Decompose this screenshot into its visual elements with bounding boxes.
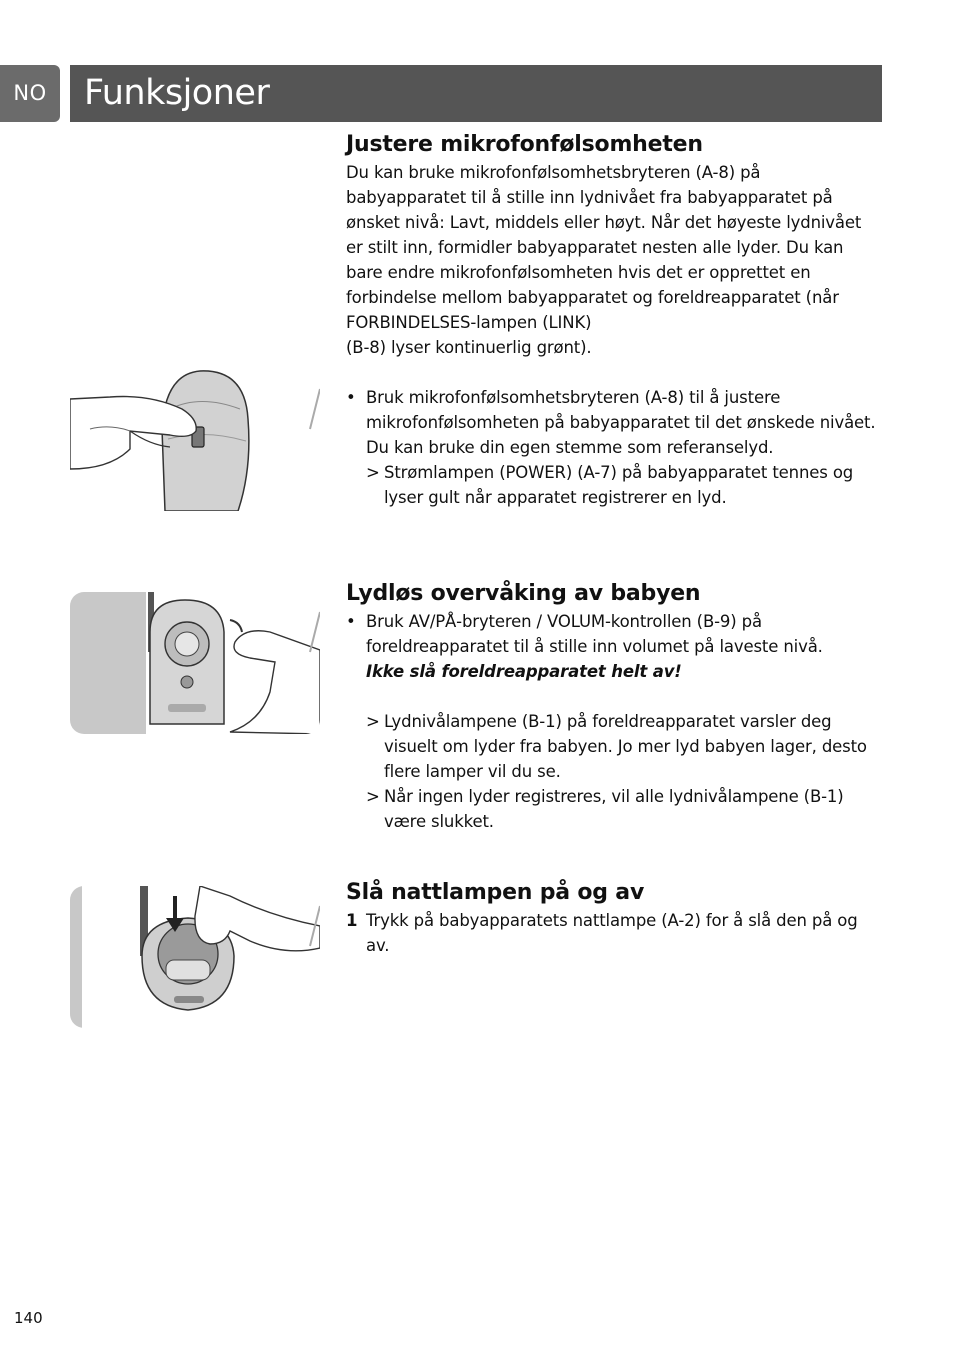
paragraph-line: er stilt inn, formidler babyapparatet nesten alle lyder. Du kan	[346, 238, 844, 257]
result-item: > Strømlampen (POWER) (A-7) på babyapparatet tennes og	[346, 460, 886, 485]
paragraph-line: FORBINDELSES-lampen (LINK)	[346, 313, 592, 332]
result-item-line: flere lamper vil du se.	[384, 762, 561, 781]
result-item-line: lyser gult når apparatet registrerer en lyd.	[384, 488, 727, 507]
result-item: > Lydnivålampene (B-1) på foreldreapparatet varsler deg	[346, 709, 886, 734]
result-marker: >	[366, 712, 380, 731]
paragraph-line: babyapparatet til å stille inn lydnivået fra babyapparatet på	[346, 188, 833, 207]
bullet-item-line: Du kan bruke din egen stemme som referanselyd.	[366, 438, 774, 457]
step-item: 1 Trykk på babyapparatets nattlampe (A-2) for å slå den på og	[346, 908, 886, 933]
paragraph-line: ønsket nivå: Lavt, middels eller høyt. Når det høyeste lydnivået	[346, 213, 862, 232]
page-title: Funksjoner	[84, 73, 270, 113]
step-number: 1	[346, 911, 358, 930]
section-silent-monitoring	[346, 579, 886, 834]
result-item-line: visuelt om lyder fra babyen. Jo mer lyd babyen lager, desto	[384, 737, 867, 756]
bullet-item: • Bruk mikrofonfølsomhetsbryteren (A-8) til å justere	[346, 385, 886, 410]
illustration-microphone-switch	[70, 369, 320, 511]
illustration-parent-unit-volume	[70, 592, 320, 734]
paragraph-line: forbindelse mellom babyapparatet og foreldreapparatet (når	[346, 288, 839, 307]
section-heading: Slå nattlampen på og av	[346, 880, 645, 905]
bullet-item-line: mikrofonfølsomheten på babyapparatet til det ønskede nivået.	[366, 413, 876, 432]
page-number: 140	[14, 1309, 43, 1327]
language-tab: NO	[0, 65, 60, 122]
section-microphone-sensitivity	[346, 130, 886, 510]
section-night-light	[346, 878, 886, 958]
paragraph-line: bare endre mikrofonfølsomheten hvis det er opprettet en	[346, 263, 811, 282]
bullet-marker: •	[346, 612, 356, 631]
result-marker: >	[366, 463, 380, 482]
step-item-line: av.	[366, 936, 390, 955]
warning-text: Ikke slå foreldreapparatet helt av!	[366, 662, 682, 681]
result-marker: >	[366, 787, 380, 806]
section-heading: Justere mikrofonfølsomheten	[346, 132, 703, 157]
result-item-line: være slukket.	[384, 812, 494, 831]
paragraph-line: (B-8) lyser kontinuerlig grønt).	[346, 338, 592, 357]
header-bar	[70, 65, 882, 122]
paragraph-line: Du kan bruke mikrofonfølsomhetsbryteren (A-8) på	[346, 163, 761, 182]
section-heading: Lydløs overvåking av babyen	[346, 581, 701, 606]
bullet-marker: •	[346, 388, 356, 407]
result-item: > Når ingen lyder registreres, vil alle lydnivålampene (B-1)	[346, 784, 886, 809]
bullet-item-line: foreldreapparatet til å stille inn volumet på laveste nivå.	[366, 637, 823, 656]
illustration-night-light	[70, 886, 320, 1028]
bullet-item: • Bruk AV/PÅ-bryteren / VOLUM-kontrollen (B-9) på	[346, 609, 886, 634]
